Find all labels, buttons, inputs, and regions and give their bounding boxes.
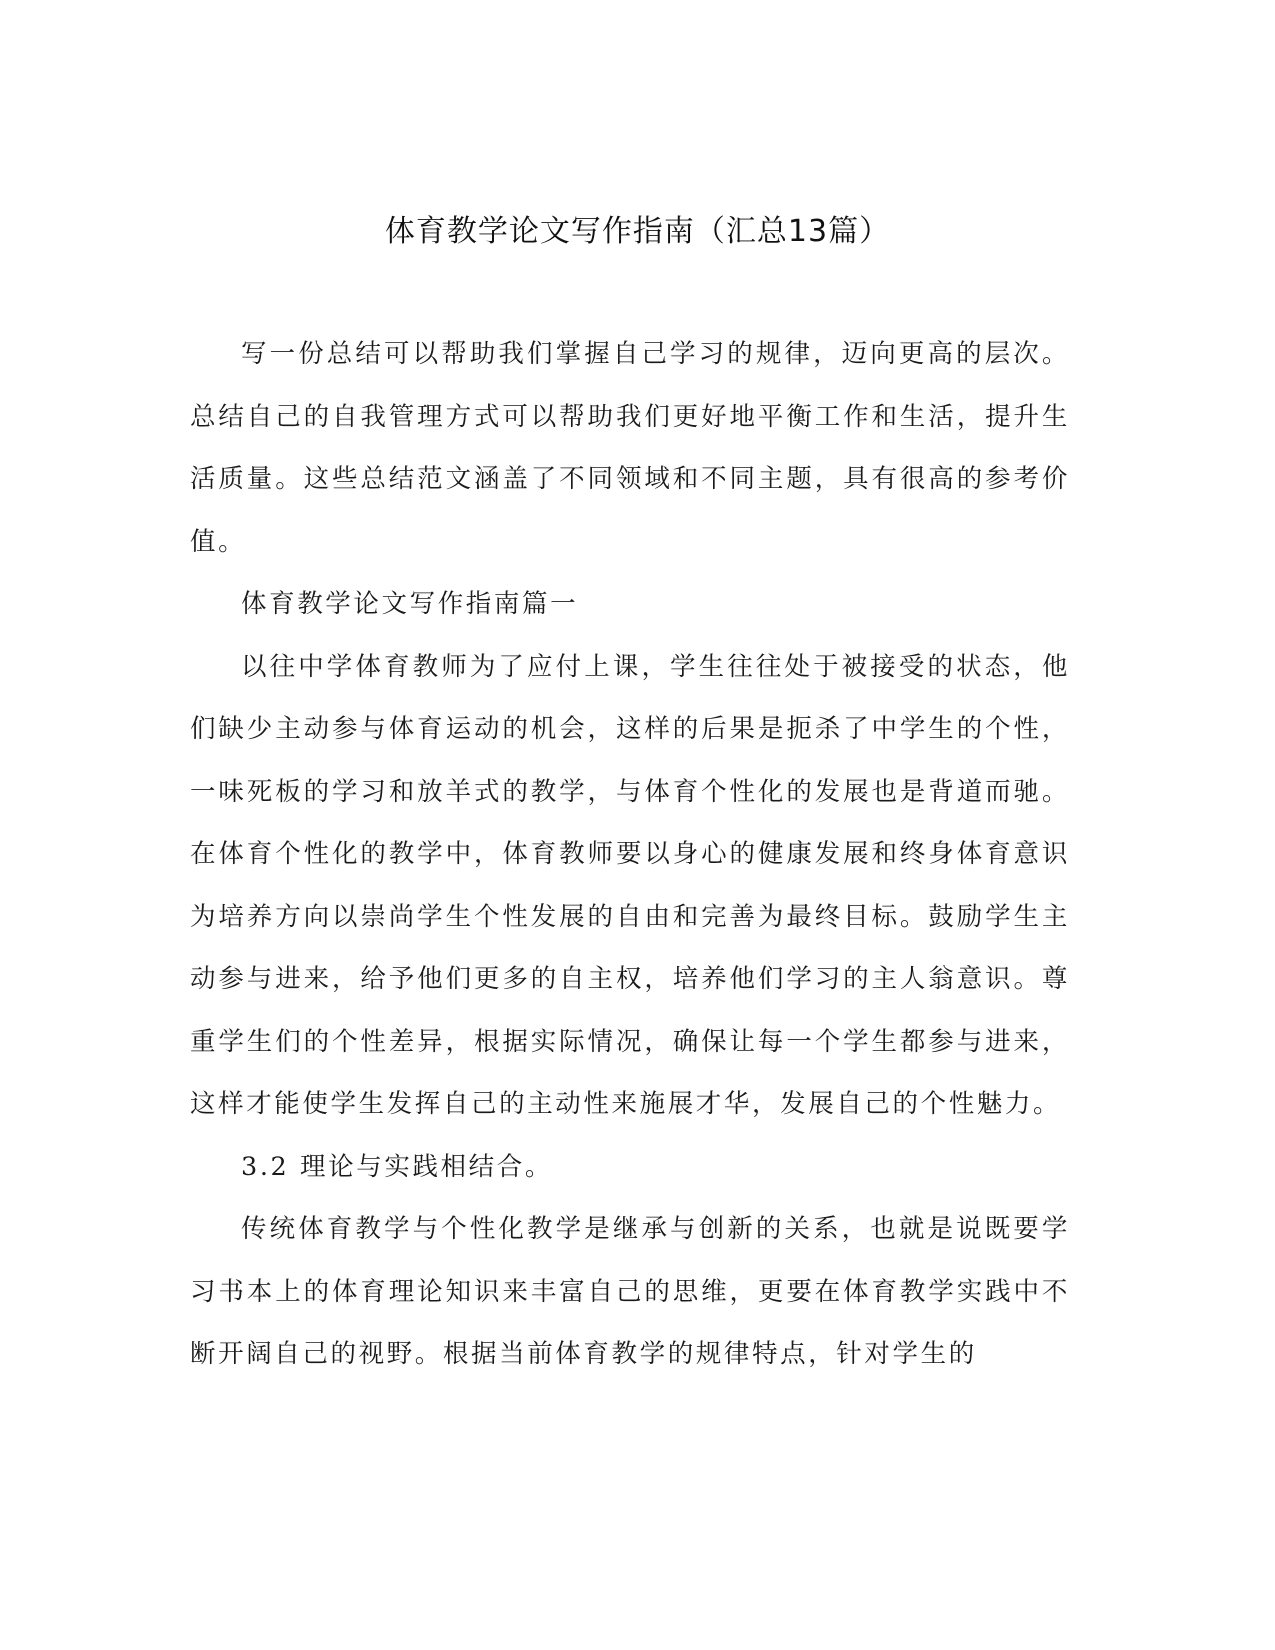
document-title: 体育教学论文写作指南（汇总13篇） bbox=[384, 214, 891, 249]
intro-paragraph: 写一份总结可以帮助我们掌握自己学习的规律，迈向更高的层次。总结自己的自我管理方式可以帮助我们更好地平衡工作和生活，提升生活质量。这些总结范文涵盖了不同领域和不同主题，具有很高的参考价值。 bbox=[190, 339, 1070, 557]
section-heading-part-one: 体育教学论文写作指南篇一 bbox=[241, 589, 579, 619]
document-body bbox=[190, 323, 1070, 1386]
body-paragraph-individuality: 以往中学体育教师为了应付上课，学生往往处于被接受的状态，他们缺少主动参与体育运动的机会，这样的后果是扼杀了中学生的个性，一味死板的学习和放羊式的教学，与体育个性化的发展也是背道而驰。在体育个性化的教学中，体育教师要以身心的健康发展和终身体育意识为培养方向以崇尚学生个性发展的自由和完善为最终目标。鼓励学生主动参与进来，给予他们更多的自主权，培养他们学习的主人翁意识。尊重学生们的个性差异，根据实际情况，确保让每一个学生都参与进来，这样才能使学生发挥自己的主动性来施展才华，发展自己的个性魅力。 bbox=[190, 651, 1070, 1119]
subsection-heading-3-2: 3.2 理论与实践相结合。 bbox=[241, 1151, 553, 1182]
body-paragraph-theory-practice: 传统体育教学与个性化教学是继承与创新的关系，也就是说既要学习书本上的体育理论知识来丰富自己的思维，更要在体育教学实践中不断开阔自己的视野。根据当前体育教学的规律特点，针对学生的 bbox=[190, 1214, 1070, 1369]
